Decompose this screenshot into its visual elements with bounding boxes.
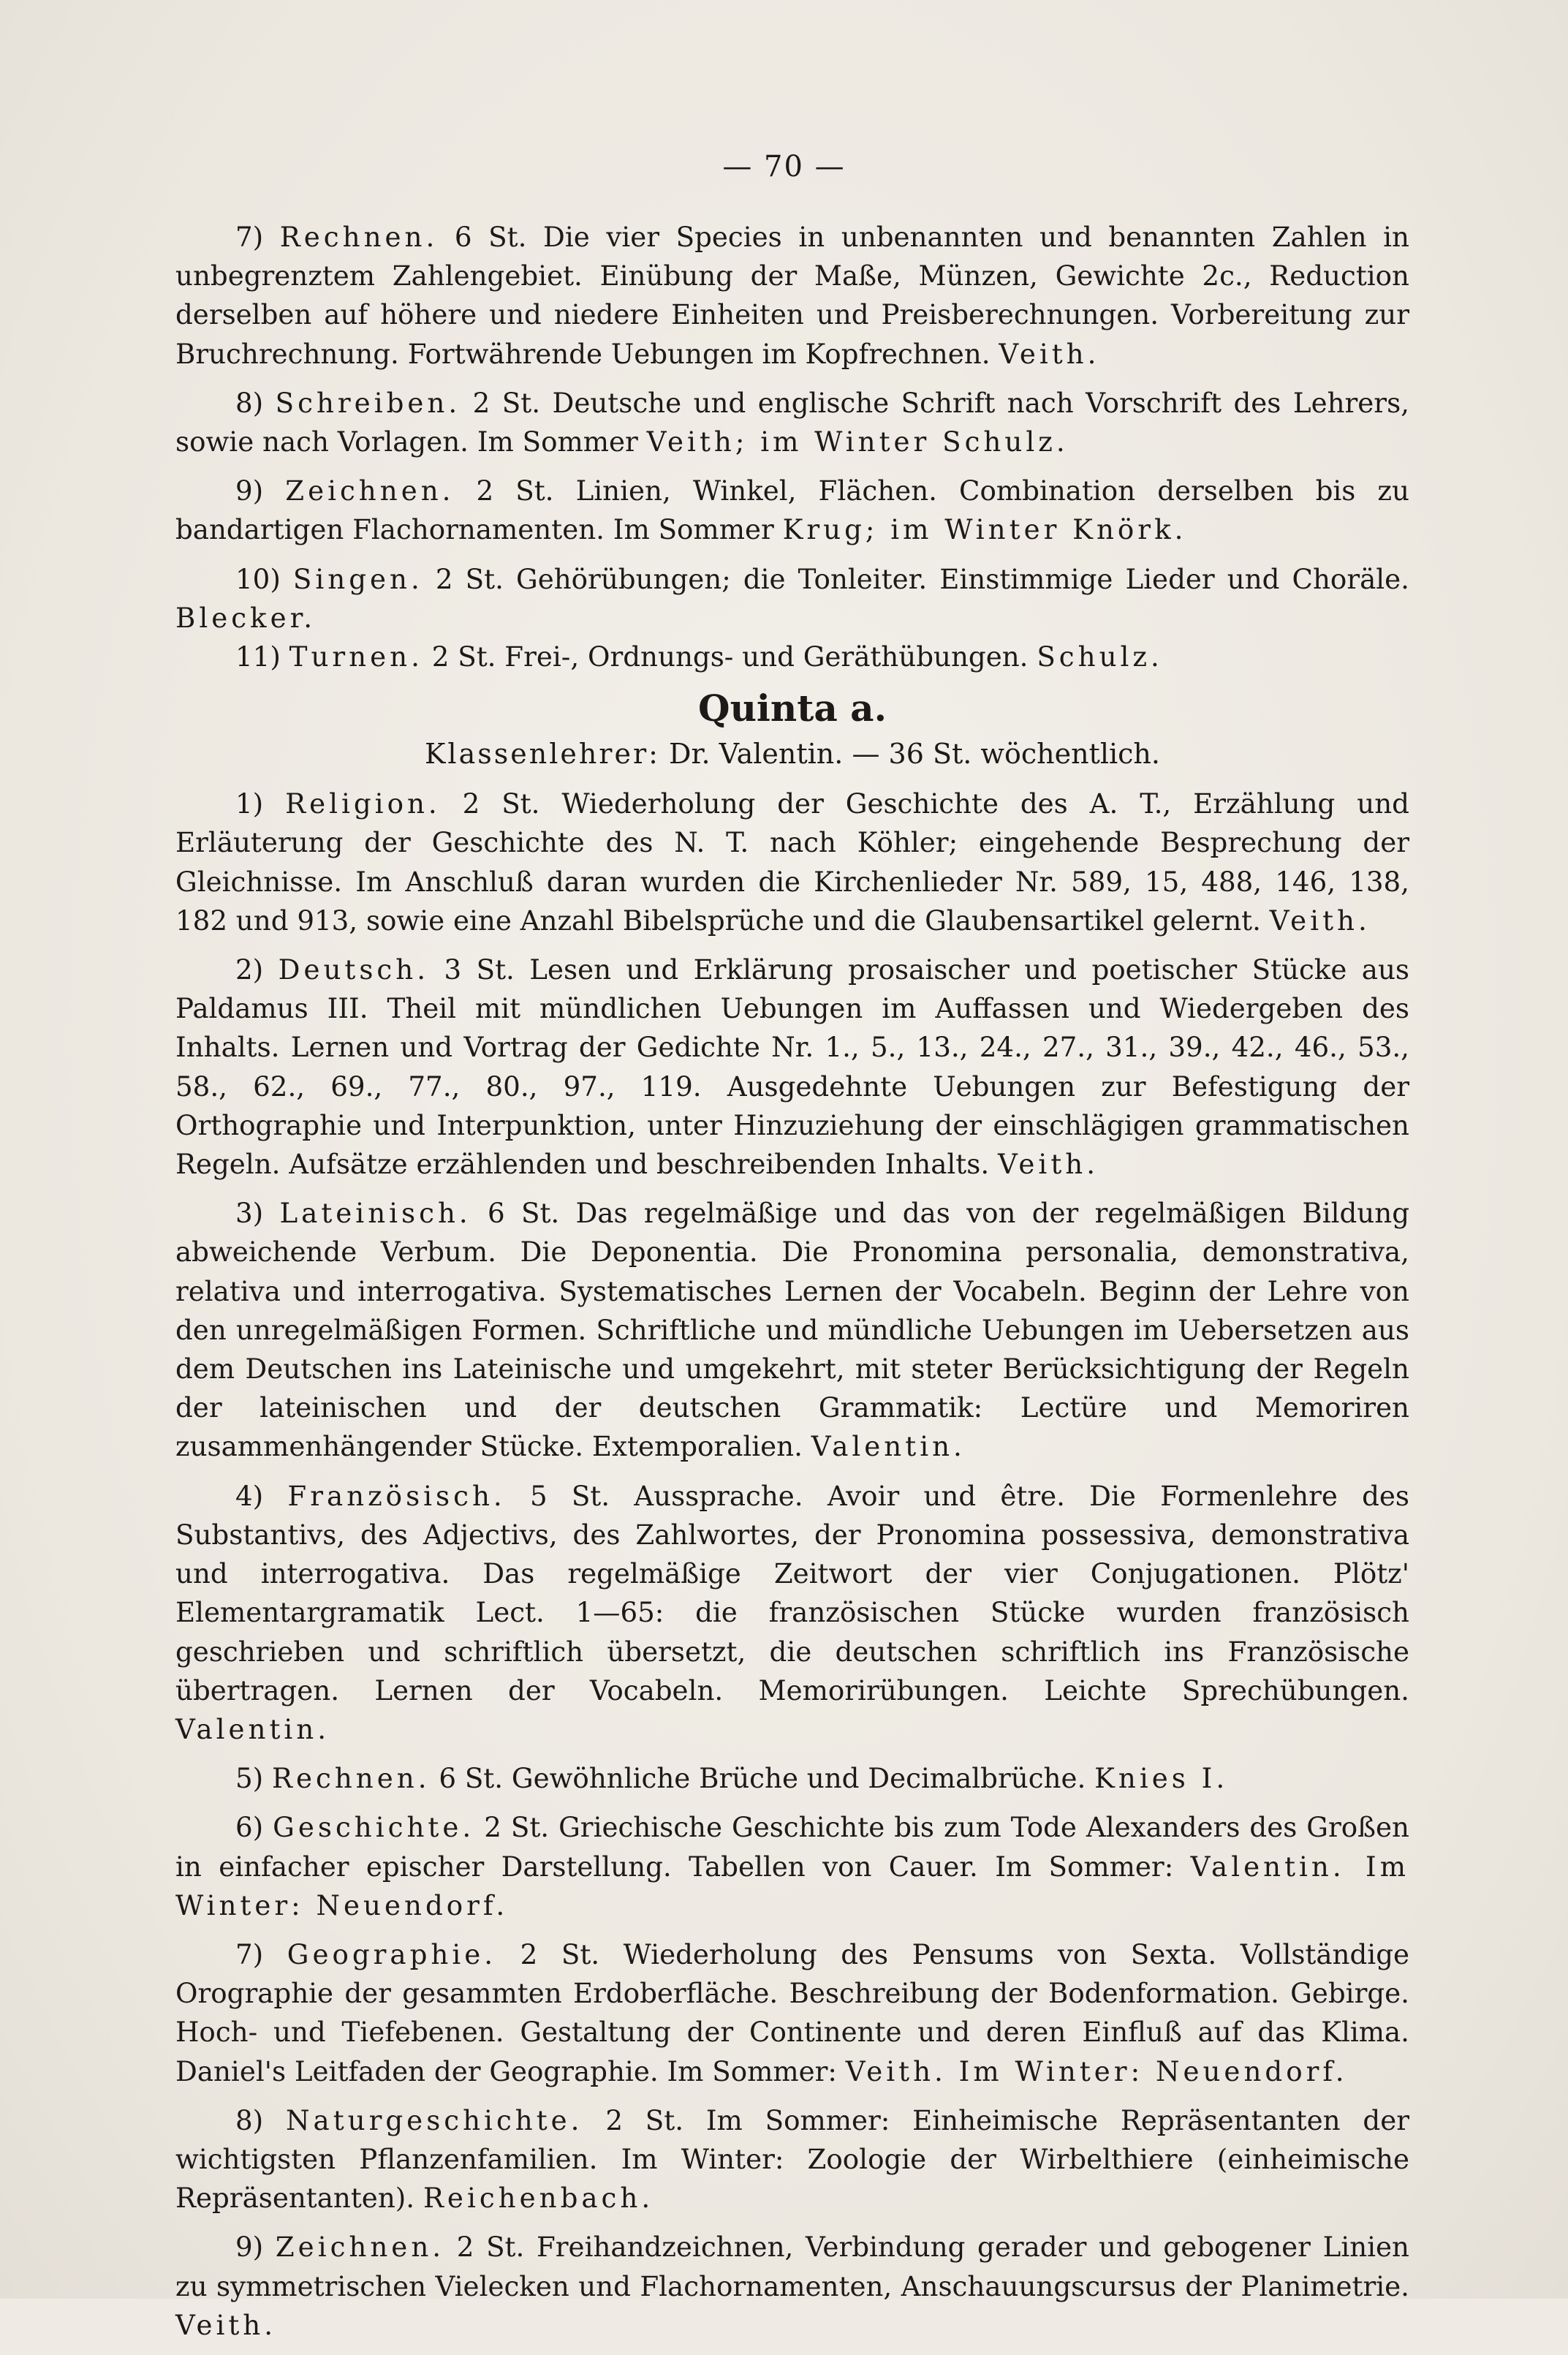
section-paragraph bbox=[175, 2101, 1409, 2218]
section-subject: Turnen. bbox=[289, 640, 423, 673]
section-teacher: Valentin. Im Winter: Neuendorf. bbox=[175, 1850, 1409, 1921]
section-teacher: Veith; im Winter Schulz. bbox=[646, 426, 1069, 458]
section-number: 7) bbox=[235, 221, 264, 253]
section-text: 6 St. Das regelmäßige und das von der regelmäßigen Bildung abweichende Verbum. Die Deponentia. Die Pronomina personalia, demonstrativa, relativa und interrogativa. Systematisches Lernen der Vocabeln. Beginn der Lehre von den unregelmäßigen Formen. Schriftliche und mündliche Uebungen im Uebersetzen aus dem Deutschen ins Lateinische und umgekehrt, mit steter Berücksichtigung der Regeln der lateinischen und der deutschen Grammatik: Lectüre und Memoriren zusammenhängender Stücke. Extemporalien. bbox=[175, 1197, 1409, 1463]
section-text: 2 St. Frei-, Ordnungs- und Geräthübungen. bbox=[431, 640, 1029, 673]
section-teacher: Krug; im Winter Knörk. bbox=[782, 513, 1187, 546]
section-subject: Geschichte. bbox=[273, 1811, 475, 1844]
section-teacher: Veith. bbox=[1269, 904, 1371, 937]
section-number: 4) bbox=[235, 1479, 264, 1512]
section-teacher: Veith. Im Winter: Neuendorf. bbox=[845, 2055, 1348, 2087]
section-text: 2 St. Deutsche und englische Schrift nach Vorschrift des Lehrers, sowie nach Vorlagen. Im Sommer bbox=[175, 386, 1409, 458]
section-subject: Rechnen. bbox=[279, 221, 439, 253]
section-subject: Religion. bbox=[285, 787, 441, 820]
class-hours: — 36 St. wöchentlich. bbox=[852, 738, 1160, 771]
section-subject: Geographie. bbox=[287, 1938, 497, 1970]
section-text: 2 St. Wiederholung des Pensums von Sexta. Vollständige Orographie der gesammten Erdoberfläche. Beschreibung der Bodenformation. Gebirge. Hoch- und Tiefebenen. Gestaltung der Continente und deren Einfluß auf das Klima. Daniel's Leitfaden der Geographie. Im Sommer: bbox=[175, 1938, 1410, 2087]
section-subject: Zeichnen. bbox=[285, 475, 455, 507]
section-teacher: Reichenbach. bbox=[423, 2182, 654, 2215]
section-subject: Zeichnen. bbox=[275, 2231, 445, 2264]
section-paragraph bbox=[175, 1194, 1409, 1466]
section-paragraph bbox=[175, 560, 1409, 638]
section-paragraph bbox=[175, 1759, 1409, 1798]
section-number: 2) bbox=[235, 953, 264, 986]
section-number: 8) bbox=[235, 386, 264, 419]
section-subject: Schreiben. bbox=[275, 386, 461, 419]
section-teacher: Blecker. bbox=[175, 601, 317, 634]
section-text: 2 St. Linien, Winkel, Flächen. Combination derselben bis zu bandartigen Flachornamenten. Im Sommer bbox=[175, 475, 1409, 546]
section-subject: Rechnen. bbox=[272, 1762, 431, 1795]
section-text: 2 St. Freihandzeichnen, Verbindung gerader und gebogener Linien zu symmetrischen Vielecken und Flachornamenten, Anschauungscursus der Planimetrie. bbox=[175, 2231, 1410, 2302]
section-teacher: Schulz. bbox=[1037, 640, 1163, 673]
section-paragraph bbox=[175, 638, 1409, 676]
section-paragraph bbox=[175, 785, 1409, 940]
section-teacher: Valentin. bbox=[811, 1430, 966, 1463]
section-teacher: Valentin. bbox=[175, 1712, 330, 1745]
section-paragraph bbox=[175, 1808, 1409, 1925]
class-teacher-line bbox=[175, 735, 1409, 773]
section-subject: Deutsch. bbox=[278, 953, 430, 986]
section-paragraph bbox=[175, 1935, 1409, 2091]
section-number: 9) bbox=[235, 475, 264, 507]
section-paragraph bbox=[175, 218, 1409, 374]
section-paragraph bbox=[175, 1477, 1409, 1749]
section-paragraph bbox=[175, 384, 1409, 461]
section-teacher: Veith. bbox=[999, 337, 1100, 370]
section-paragraph bbox=[175, 950, 1409, 1184]
section-number: 9) bbox=[235, 2231, 264, 2264]
section-number: 3) bbox=[235, 1197, 264, 1230]
section-teacher: Veith. bbox=[997, 1148, 1099, 1181]
section-text: 2 St. Griechische Geschichte bis zum Tode Alexanders des Großen in einfacher epischer Darstellung. Tabellen von Cauer. Im Sommer: bbox=[175, 1811, 1409, 1883]
section-paragraph bbox=[175, 2228, 1409, 2345]
section-subject: Französisch. bbox=[287, 1479, 506, 1512]
class-teacher-name: Dr. Valentin. bbox=[669, 738, 844, 771]
section-text: 6 St. Die vier Species in unbenannten und benannten Zahlen in unbegrenztem Zahlengebiet. Einübung der Maße, Münzen, Gewichte 2c., Reduction derselben auf höhere und niedere Einheiten und Preisberechnungen. Vorbereitung zur Bruchrechnung. Fortwährende Uebungen im Kopfrechnen. bbox=[175, 221, 1409, 370]
section-number: 7) bbox=[235, 1938, 264, 1970]
section-subject: Lateinisch. bbox=[279, 1197, 471, 1230]
section-teacher: Knies I. bbox=[1094, 1762, 1229, 1795]
section-number: 1) bbox=[235, 787, 264, 820]
section-number: 10) bbox=[235, 562, 281, 595]
section-text: 2 St. Gehörübungen; die Tonleiter. Einstimmige Lieder und Choräle. bbox=[435, 562, 1409, 595]
section-text: 6 St. Gewöhnliche Brüche und Decimalbrüche. bbox=[439, 1762, 1086, 1795]
body-text bbox=[175, 218, 1409, 2355]
section-text: 2 St. Wiederholung der Geschichte des A. T., Erzählung und Erläuterung der Geschichte des N. T. nach Köhler; eingehende Besprechung der Gleichnisse. Im Anschluß daran wurden die Kirchenlieder Nr. 589, 15, 488, 146, 138, 182 und 913, sowie eine Anzahl Bibelsprüche und die Glaubensartikel gelernt. bbox=[175, 787, 1409, 937]
section-paragraph bbox=[175, 472, 1409, 549]
section-text: 3 St. Lesen und Erklärung prosaischer und poetischer Stücke aus Paldamus III. Theil mit mündlichen Uebungen im Auffassen und Wiedergeben des Inhalts. Lernen und Vortrag der Gedichte Nr. 1., 5., 13., 24., 27., 31., 39., 42., 46., 53., 58., 62., 69., 77., 80., 97., 119. Ausgedehnte Uebungen zur Befestigung der Orthographie und Interpunktion, unter Hinzuziehung der einschlägigen grammatischen Regeln. Aufsätze erzählenden und beschreibenden Inhalts. bbox=[175, 953, 1409, 1181]
section-text: 5 St. Aussprache. Avoir und être. Die Formenlehre des Substantivs, des Adjectivs, des Zahlwortes, der Pronomina possessiva, demonstrativa und interrogativa. Das regelmäßige Zeitwort der vier Conjugationen. Plötz' Elementargramatik Lect. 1—65: die französischen Stücke wurden französisch geschrieben und schriftlich übersetzt, die deutschen schriftlich ins Französische übertragen. Lernen der Vocabeln. Memorirübungen. Leichte Sprechübungen. bbox=[175, 1479, 1409, 1706]
sections-after-list bbox=[175, 785, 1409, 2345]
section-number: 8) bbox=[235, 2103, 264, 2136]
section-number: 11) bbox=[235, 640, 281, 673]
section-teacher: Veith. bbox=[175, 2308, 277, 2341]
section-text: 2 St. Im Sommer: Einheimische Repräsentanten der wichtigsten Pflanzenfamilien. Im Winter: Zoologie der Wirbelthiere (einheimische Repräsentanten). bbox=[175, 2103, 1409, 2215]
section-number: 6) bbox=[235, 1811, 264, 1844]
class-teacher-label: Klassenlehrer: bbox=[425, 738, 660, 771]
section-subject: Singen. bbox=[292, 562, 423, 595]
sections-before-list bbox=[175, 218, 1409, 676]
section-number: 5) bbox=[235, 1762, 264, 1795]
page-number: — 70 — bbox=[722, 150, 846, 184]
section-subject: Naturgeschichte. bbox=[286, 2103, 583, 2136]
class-heading: Quinta a. bbox=[698, 687, 887, 730]
